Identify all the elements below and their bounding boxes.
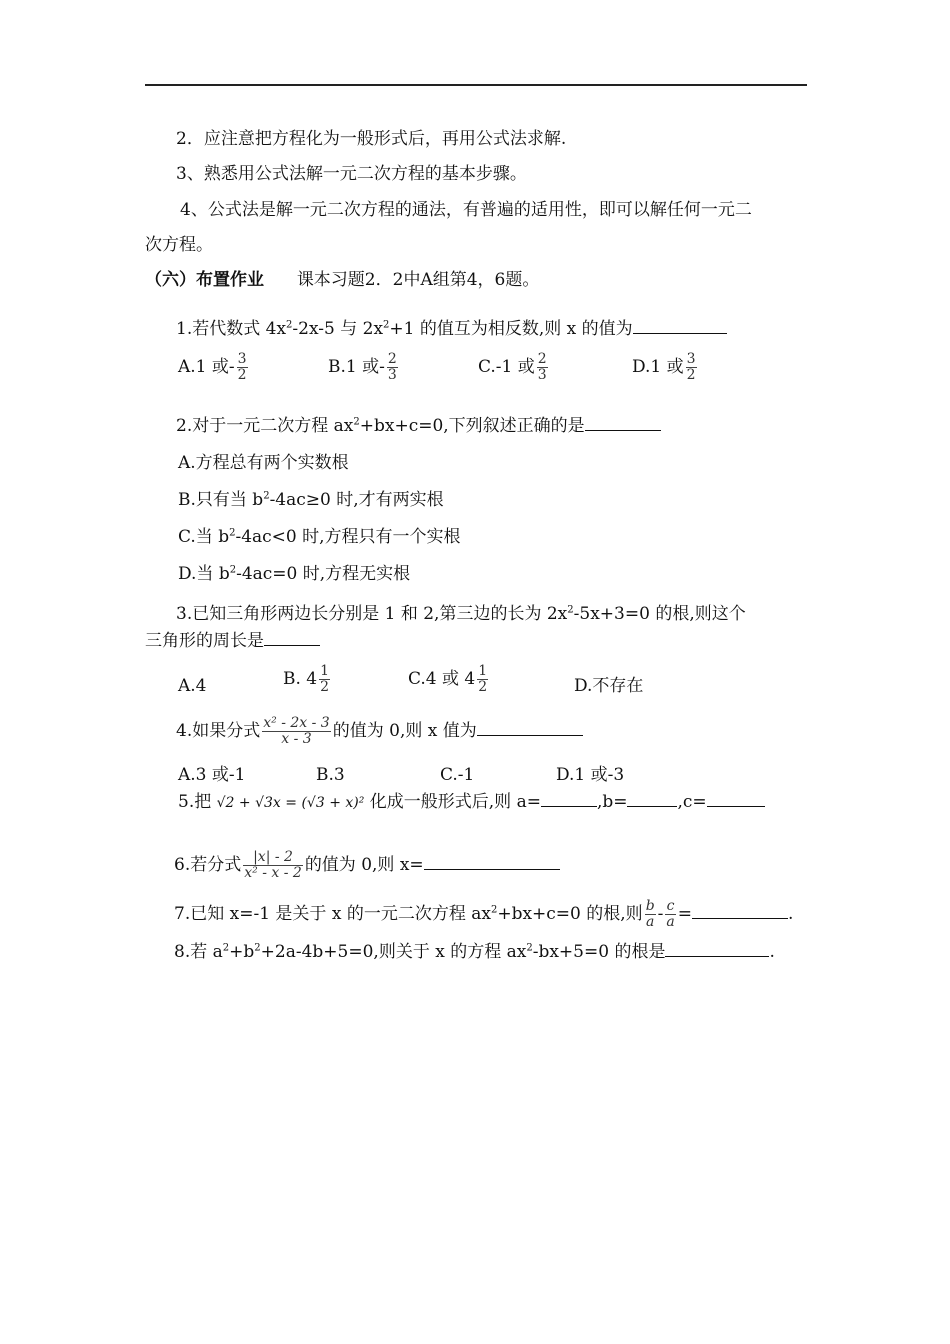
option-text: B.只有当 b [178,490,264,510]
q5-stem-part: 化成一般形式后,则 a= [369,792,541,812]
option-label: B.1 或- [328,357,385,377]
q1-option-b [328,352,400,383]
exponent: 2 [263,490,270,502]
answer-blank[interactable] [633,317,727,334]
question-8-stem [174,940,775,963]
q2-option-a: A.方程总有两个实数根 [178,453,349,473]
numerator: x² - 2x - 3 [263,715,330,731]
denominator: 3 [537,367,547,383]
question-6-stem [174,850,560,881]
summary-item-3: 3、熟悉用公式法解一元二次方程的基本步骤。 [176,164,527,184]
q5-stem-part: 5.把 [178,792,212,812]
q6-stem-part: 的值为 0,则 x= [304,855,424,875]
option-label: C.4 或 4 [408,669,476,689]
q3-stem-part: 3.已知三角形两边长分别是 1 和 2,第三边的长为 2x [176,604,568,624]
q8-stem-part: 8.若 a [174,942,223,962]
exponent: 2 [229,527,236,539]
q4-option-d: D.1 或-3 [556,765,625,785]
q1-option-a [178,352,250,383]
fraction [665,899,675,930]
q4-stem-part: 的值为 0,则 x 值为 [332,721,477,741]
q2-option-b [178,489,444,511]
numerator: 3 [686,351,696,367]
homework-heading: （六）布置作业 [145,270,264,290]
option-text: D.当 b [178,564,230,584]
denominator: 2 [478,679,488,695]
denominator: x - 3 [262,731,330,747]
numerator: b [645,898,655,914]
q4-option-c: C.-1 [440,765,475,785]
q3-option-c [408,664,490,695]
exponent: 2 [353,416,360,428]
q3-stem-part: -5x+3=0 的根,则这个 [573,604,746,624]
exponent: 2 [490,904,498,916]
denominator: 2 [686,367,696,383]
q2-stem-part: 2.对于一元二次方程 ax [176,416,354,436]
answer-blank-b[interactable] [627,790,677,807]
answer-blank[interactable] [477,719,583,736]
period: . [788,904,794,924]
q5-stem-part: ,c= [677,792,707,812]
q8-stem-part: -bx+5=0 的根是 [532,942,666,962]
summary-item-4-line1: 4、公式法是解一元二次方程的通法，有普遍的适用性，即可以解任何一元二 [180,200,752,220]
numerator: 2 [387,351,397,367]
exponent: 2 [254,942,261,954]
fraction [537,352,548,383]
homework-line [145,269,539,291]
q1-stem-part: -2x-5 与 2x [292,319,384,339]
fraction [477,664,488,695]
answer-blank[interactable] [424,853,560,870]
header-rule [145,84,807,86]
q1-stem-part: 1.若代数式 4x [176,319,287,339]
option-text: -4ac≥0 时,才有两实根 [269,490,444,510]
question-1-stem [176,317,727,340]
option-label: A.1 或- [178,357,235,377]
denominator: 2 [320,679,330,695]
numerator: c [666,898,675,914]
q2-option-d [178,563,410,585]
answer-blank[interactable] [264,629,320,646]
denominator: 2 [237,367,247,383]
exponent: 2 [383,319,390,331]
fraction [243,850,303,881]
fraction [237,352,248,383]
question-3-stem [176,603,746,625]
question-3-stem-line2 [145,629,320,652]
q7-stem-part: +bx+c=0 的根,则 [497,904,643,924]
fraction [387,352,398,383]
numerator: 1 [320,663,330,679]
q6-stem-part: 6.若分式 [174,855,242,875]
answer-blank[interactable] [692,902,788,919]
homework-text: 课本习题2．2中A组第4，6题。 [296,270,540,290]
numerator: 1 [478,663,488,679]
answer-blank[interactable] [585,414,661,431]
q8-stem-part: +b [229,942,255,962]
q7-stem-part: 7.已知 x=-1 是关于 x 的一元二次方程 ax [174,904,491,924]
denominator: 3 [387,367,397,383]
fraction [262,716,330,747]
answer-blank-a[interactable] [541,790,597,807]
q4-option-a: A.3 或-1 [178,765,246,785]
option-label: C.-1 或 [478,357,535,377]
question-5-stem [178,790,765,814]
denominator: a [666,914,675,930]
q3-stem-part: 三角形的周长是 [145,631,264,651]
denominator: a [645,914,655,930]
q8-stem-part: +2a-4b+5=0,则关于 x 的方程 ax [260,942,527,962]
question-4-stem [176,716,583,747]
option-label: B. 4 [283,669,318,689]
exponent: 2 [229,564,237,576]
summary-item-2: 2．应注意把方程化为一般形式后，再用公式法求解. [176,129,567,149]
q1-option-d [632,352,699,383]
numerator: 3 [237,351,247,367]
option-text: -4ac=0 时,方程无实根 [236,564,411,584]
q3-option-a: A.4 [178,676,207,696]
q1-stem-part: +1 的值互为相反数,则 x 的值为 [389,319,633,339]
q4-stem-part: 4.如果分式 [176,721,261,741]
fraction [319,664,330,695]
option-text: C.当 b [178,527,230,547]
question-2-stem [176,414,661,437]
equation: √2 + √3x = (√3 + x)² [216,794,365,811]
question-7-stem [174,899,793,930]
equals-sign: = [677,904,693,924]
fraction [686,352,697,383]
exponent: 2 [286,319,293,331]
q2-option-c [178,526,461,548]
exponent: 2 [567,604,574,616]
q1-option-c [478,352,550,383]
numerator: |x| - 2 [253,849,293,865]
q5-stem-part: ,b= [596,792,628,812]
numerator: 2 [537,351,547,367]
summary-item-4-line2: 次方程。 [145,235,213,255]
exponent: 2 [526,942,533,954]
answer-blank[interactable] [665,940,769,957]
answer-blank-c[interactable] [707,790,765,807]
fraction [645,899,656,930]
option-label: D.1 或 [632,357,684,377]
q3-option-b [283,664,332,695]
period: . [769,942,775,962]
minus-sign: - [657,904,664,924]
denominator: x² - x - 2 [244,865,302,881]
option-text: -4ac<0 时,方程只有一个实根 [235,527,461,547]
q2-stem-part: +bx+c=0,下列叙述正确的是 [359,416,585,436]
exponent: 2 [222,942,230,954]
q4-option-b: B.3 [316,765,345,785]
q3-option-d: D.不存在 [574,676,644,696]
